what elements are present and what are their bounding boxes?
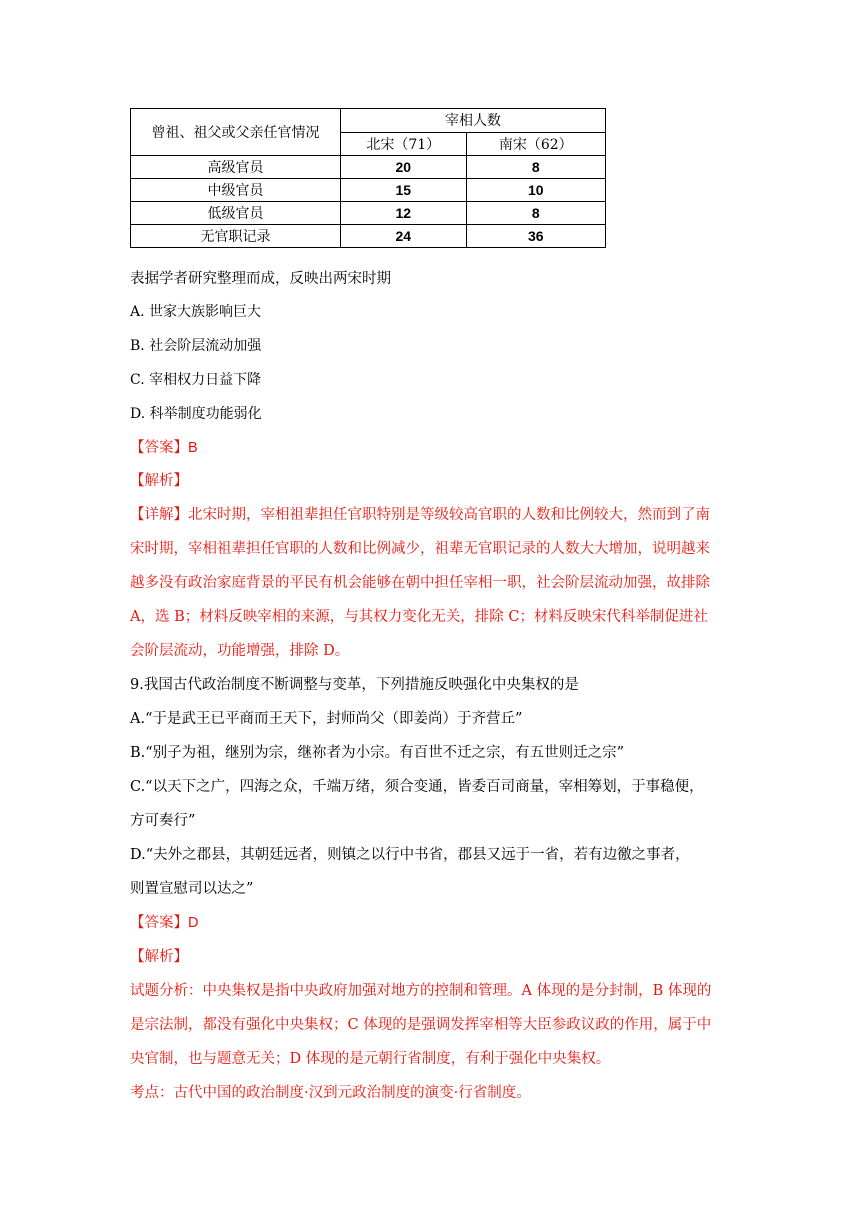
answer-label: 【答案】: [130, 915, 188, 931]
table-row: [131, 202, 606, 225]
q9-analysis-line: 央官制，也与题意无关；D 体现的是元朝行省制度，有利于强化中央集权。: [130, 1051, 611, 1067]
q9-option-d: D.“夫外之郡县，其朝廷远者，则镇之以行中书省，郡县又远于一省，若有边徼之事者，: [130, 847, 690, 863]
table-header-row: [131, 109, 606, 133]
q8-answer-line: [130, 437, 198, 459]
answer-value: D: [188, 915, 199, 931]
q8-detail-line: 【详解】北宋时期，宰相祖辈担任官职特别是等级较高官职的人数和比例较大，然而到了南: [130, 507, 710, 523]
south-value: 36: [466, 225, 605, 248]
q8-detail-line: 会阶层流动，功能增强，排除 D。: [130, 643, 350, 659]
north-value: 24: [340, 225, 466, 248]
row-label: 中级官员: [131, 179, 341, 202]
south-value: 8: [466, 156, 605, 179]
north-value: 20: [340, 156, 466, 179]
row-label: 低级官员: [131, 202, 341, 225]
q9-analysis-label: 【解析】: [130, 949, 188, 965]
q9-option-b: B.“别子为祖，继别为宗，继祢者为小宗。有百世不迁之宗，有五世则迁之宗”: [130, 745, 625, 761]
q9-option-d-cont: 则置宣慰司以达之”: [130, 881, 254, 897]
q8-option-d: D. 科举制度功能弱化: [130, 406, 262, 422]
row-label: 无官职记录: [131, 225, 341, 248]
q8-option-b: B. 社会阶层流动加强: [130, 338, 262, 354]
q8-detail-line: A，选 B；材料反映宰相的来源，与其权力变化无关，排除 C；材料反映宋代科举制促进社: [130, 609, 708, 625]
q9-answer-line: [130, 912, 198, 934]
row-header-cell: 曾祖、祖父或父亲任官情况: [131, 109, 341, 156]
q9-option-a: A.“于是武王已平商而王天下，封师尚父（即姜尚）于齐营丘”: [130, 711, 523, 727]
table-row: [131, 179, 606, 202]
q9-option-c-cont: 方可奏行”: [130, 813, 196, 829]
q8-detail-line: 宋时期，宰相祖辈担任官职的人数和比例减少，祖辈无官职记录的人数大大增加，说明越来: [130, 541, 710, 557]
q8-caption: 表据学者研究整理而成，反映出两宋时期: [130, 271, 391, 287]
south-value: 8: [466, 202, 605, 225]
group-header-cell: 宰相人数: [340, 109, 605, 133]
q9-option-c: C.“以天下之广，四海之众，千端万绪，须合变通，皆委百司商量，宰相筹划，于事稳便，: [130, 779, 704, 795]
south-song-header: 南宋（62）: [466, 132, 605, 156]
q9-stem: 9.我国古代政治制度不断调整与变革，下列措施反映强化中央集权的是: [130, 677, 579, 693]
answer-value: B: [188, 440, 198, 456]
north-value: 12: [340, 202, 466, 225]
q8-option-a: A. 世家大族影响巨大: [130, 304, 262, 320]
north-value: 15: [340, 179, 466, 202]
q9-topic-line: 考点：古代中国的政治制度·汉到元政治制度的演变·行省制度。: [130, 1085, 531, 1101]
q9-analysis-line: 试题分析：中央集权是指中央政府加强对地方的控制和管理。A 体现的是分封制，B 体现的: [130, 983, 712, 999]
north-song-header: 北宋（71）: [340, 132, 466, 156]
answer-label: 【答案】: [130, 440, 188, 456]
table-row: [131, 225, 606, 248]
q9-analysis-line: 是宗法制，都没有强化中央集权；C 体现的是强调发挥宰相等大臣参政议政的作用，属于中: [130, 1017, 712, 1033]
q8-option-c: C. 宰相权力日益下降: [130, 372, 262, 388]
south-value: 10: [466, 179, 605, 202]
q8-analysis-label: 【解析】: [130, 473, 188, 489]
chancellor-origin-table: [130, 108, 606, 248]
row-label: 高级官员: [131, 156, 341, 179]
table-row: [131, 156, 606, 179]
q8-detail-line: 越多没有政治家庭背景的平民有机会能够在朝中担任宰相一职，社会阶层流动加强，故排除: [130, 575, 710, 591]
